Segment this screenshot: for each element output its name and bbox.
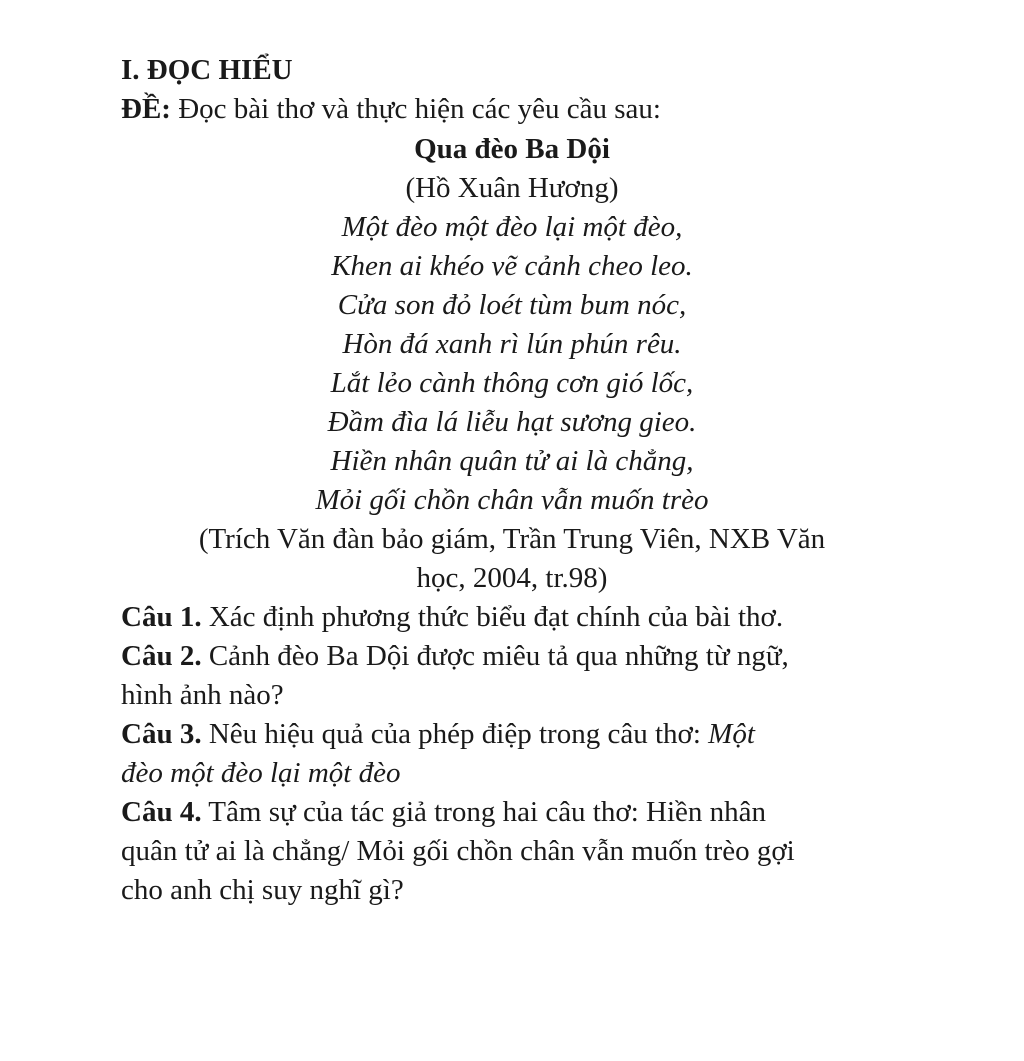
- question-4: [121, 794, 766, 830]
- poem-title: Qua đèo Ba Dội: [414, 133, 610, 165]
- quoted-verse-continued: đèo một đèo lại một đèo: [121, 757, 401, 789]
- poem-source: (Trích Văn đàn bảo giám, Trần Trung Viên, NXB Văn: [198, 523, 826, 555]
- question-label: Câu 3.: [121, 718, 202, 750]
- question-text: Cảnh đèo Ba Dội được miêu tả qua những từ ngữ,: [201, 640, 789, 672]
- question-4-continued: quân tử ai là chẳng/ Mỏi gối chồn chân vẫn muốn trèo gợi: [121, 835, 795, 867]
- question-label: Câu 2.: [121, 640, 202, 672]
- question-label: Câu 1.: [121, 601, 202, 633]
- poem-line: Khen ai khéo vẽ cảnh cheo leo.: [331, 250, 693, 282]
- question-text: Xác định phương thức biểu đạt chính của bài thơ.: [201, 601, 784, 633]
- question-2-continued: hình ảnh nào?: [121, 679, 284, 711]
- poem-line: Cửa son đỏ loét tùm bum nóc,: [337, 289, 687, 321]
- poem-author: (Hồ Xuân Hương): [405, 172, 619, 204]
- poem-line: Mỏi gối chồn chân vẫn muốn trèo: [315, 484, 709, 516]
- question-4-continued: cho anh chị suy nghĩ gì?: [121, 874, 404, 906]
- poem-source-continued: học, 2004, tr.98): [416, 562, 608, 594]
- question-1: [121, 599, 783, 635]
- poem-line: Đầm đìa lá liễu hạt sương gieo.: [327, 406, 697, 438]
- poem-line: Hiền nhân quân tử ai là chẳng,: [330, 445, 694, 477]
- task-text: Đọc bài thơ và thực hiện các yêu cầu sau:: [170, 93, 661, 125]
- question-label: Câu 4.: [121, 796, 202, 828]
- quoted-verse: Một: [708, 718, 755, 750]
- section-heading: I. ĐỌC HIỂU: [121, 54, 293, 86]
- question-3: [121, 716, 755, 752]
- question-2: [121, 638, 789, 674]
- task-label: ĐỀ:: [121, 93, 171, 125]
- task-instruction: [121, 91, 661, 127]
- poem-line: Hòn đá xanh rì lún phún rêu.: [342, 328, 682, 360]
- poem-line: Lắt lẻo cành thông cơn gió lốc,: [330, 367, 694, 399]
- question-text: Tâm sự của tác giả trong hai câu thơ: Hiền nhân: [201, 796, 767, 828]
- question-text: Nêu hiệu quả của phép điệp trong câu thơ:: [201, 718, 709, 750]
- poem-line: Một đèo một đèo lại một đèo,: [341, 211, 683, 243]
